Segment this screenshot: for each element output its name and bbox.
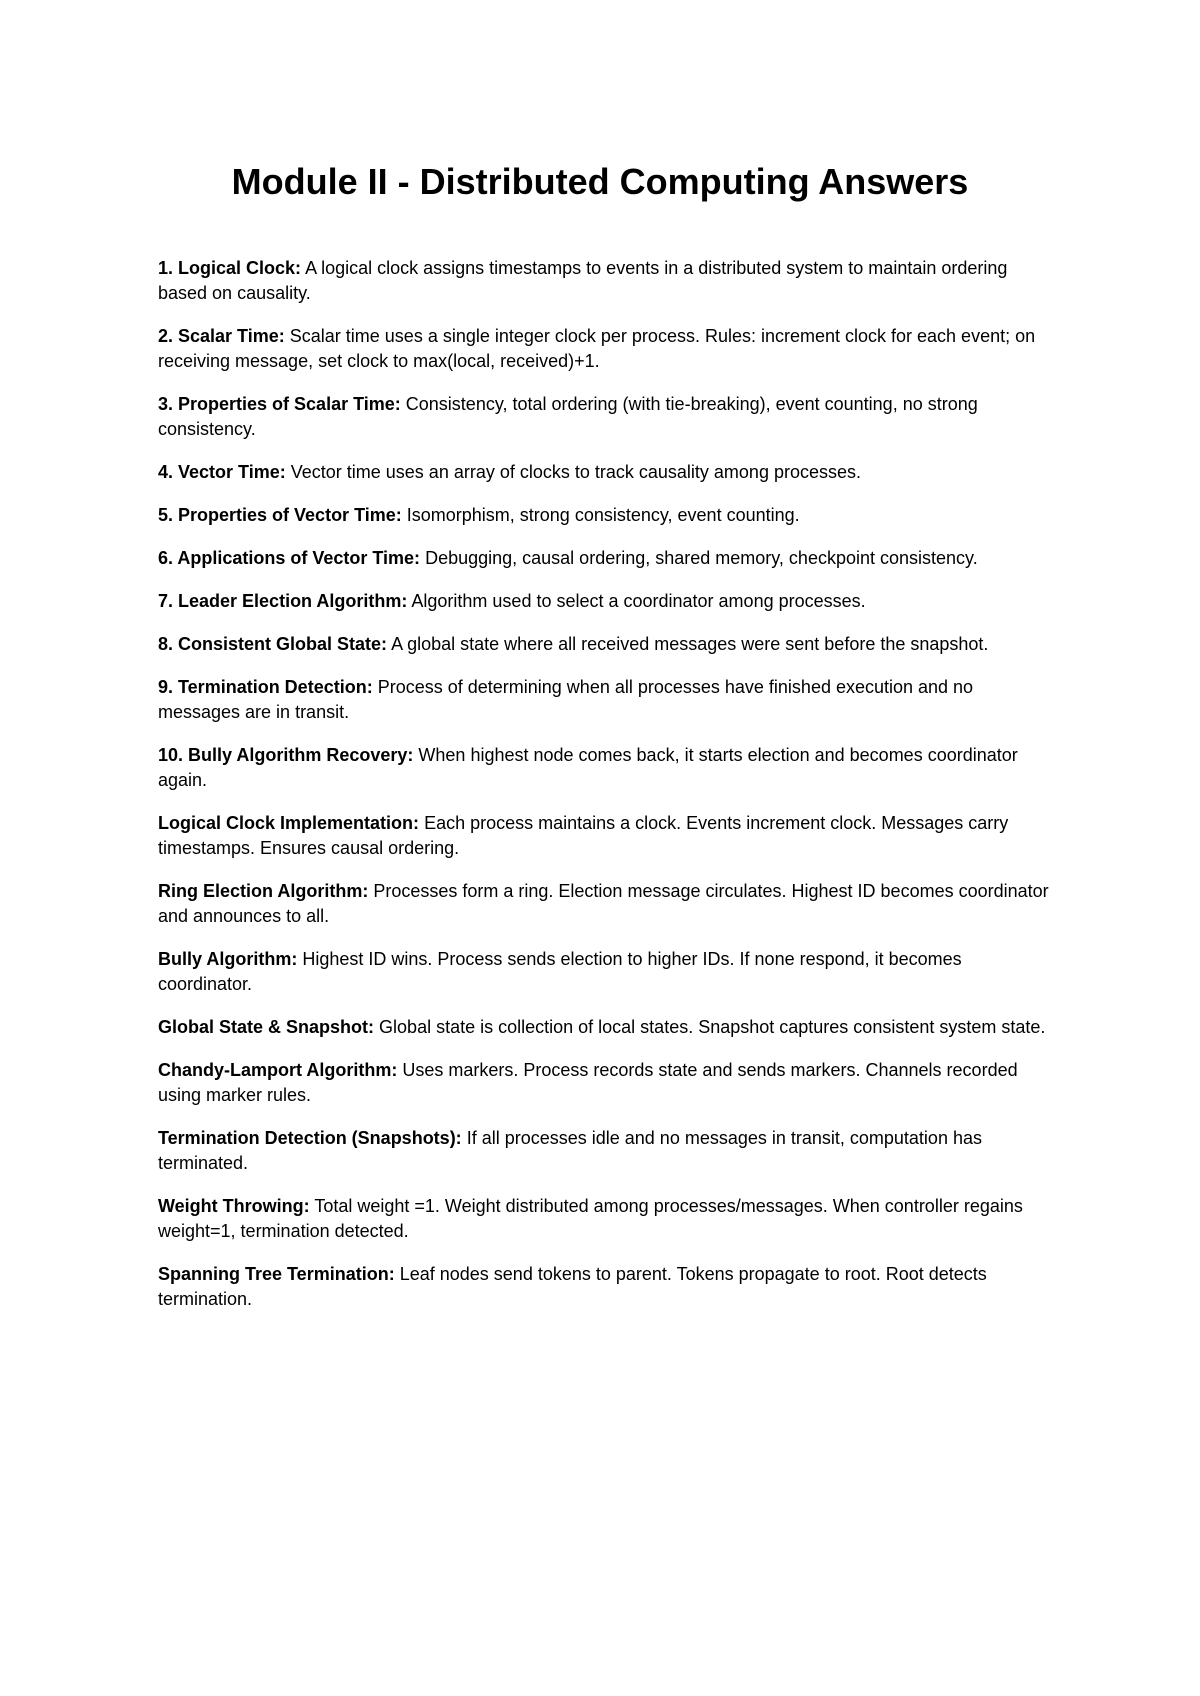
answer-text: Isomorphism, strong consistency, event counting. bbox=[406, 505, 800, 525]
answer-term: 5. Properties of Vector Time: bbox=[158, 505, 402, 525]
answer-item-7 bbox=[158, 589, 1058, 614]
answer-term: 8. Consistent Global State: bbox=[158, 634, 388, 654]
answer-term: 3. Properties of Scalar Time: bbox=[158, 394, 401, 414]
answer-term: 1. Logical Clock: bbox=[158, 258, 302, 278]
topic-global-state-snapshot bbox=[158, 1015, 1058, 1040]
topic-termination-detection-snapshots bbox=[158, 1126, 1058, 1176]
topic-bully-algorithm bbox=[158, 947, 1058, 997]
answer-term: 10. Bully Algorithm Recovery: bbox=[158, 745, 414, 765]
topic-text: Each process maintains a clock. Events increment clock. Messages carry timestamps. Ensures causal ordering. bbox=[158, 813, 1009, 858]
answer-text: Debugging, causal ordering, shared memory, checkpoint consistency. bbox=[425, 548, 978, 568]
topic-term: Logical Clock Implementation: bbox=[158, 813, 420, 833]
topic-text: Highest ID wins. Process sends election to higher IDs. If none respond, it becomes coordinator. bbox=[158, 949, 962, 994]
answer-item-3 bbox=[158, 392, 1058, 442]
topic-term: Global State & Snapshot: bbox=[158, 1017, 375, 1037]
answer-text: Process of determining when all processes have finished execution and no messages are in transit. bbox=[158, 677, 974, 722]
answer-item-2 bbox=[158, 324, 1058, 374]
topic-text: Total weight =1. Weight distributed among processes/messages. When controller regains weight=1, termination detected. bbox=[158, 1196, 1023, 1241]
answer-item-9 bbox=[158, 675, 1058, 725]
answer-item-4 bbox=[158, 460, 1058, 485]
topic-text: Global state is collection of local states. Snapshot captures consistent system state. bbox=[379, 1017, 1046, 1037]
answer-text: Scalar time uses a single integer clock per process. Rules: increment clock for each event; on receiving message, set clock to max(local, received)+1. bbox=[158, 326, 1036, 371]
topic-text: Processes form a ring. Election message circulates. Highest ID becomes coordinator and announces to all. bbox=[158, 881, 1049, 926]
answer-item-6 bbox=[158, 546, 1058, 571]
topic-logical-clock-implementation bbox=[158, 811, 1058, 861]
answer-term: 7. Leader Election Algorithm: bbox=[158, 591, 408, 611]
topic-weight-throwing bbox=[158, 1194, 1058, 1244]
answer-text: A logical clock assigns timestamps to events in a distributed system to maintain ordering based on causality. bbox=[158, 258, 1008, 303]
answer-term: 9. Termination Detection: bbox=[158, 677, 373, 697]
answer-text: Algorithm used to select a coordinator among processes. bbox=[411, 591, 866, 611]
topic-text: Uses markers. Process records state and sends markers. Channels recorded using marker rules. bbox=[158, 1060, 1018, 1105]
topic-ring-election-algorithm bbox=[158, 879, 1058, 929]
answer-item-8 bbox=[158, 632, 1058, 657]
answer-item-10 bbox=[158, 743, 1058, 793]
topic-term: Chandy-Lamport Algorithm: bbox=[158, 1060, 398, 1080]
answer-list bbox=[158, 256, 1058, 1330]
answer-term: 2. Scalar Time: bbox=[158, 326, 285, 346]
topic-spanning-tree-termination bbox=[158, 1262, 1058, 1312]
page-title: Module II - Distributed Computing Answers bbox=[231, 161, 969, 202]
topic-term: Weight Throwing: bbox=[158, 1196, 310, 1216]
answer-item-1 bbox=[158, 256, 1058, 306]
topic-chandy-lamport-algorithm bbox=[158, 1058, 1058, 1108]
topic-text: Leaf nodes send tokens to parent. Tokens propagate to root. Root detects termination. bbox=[158, 1264, 987, 1309]
answer-text: Consistency, total ordering (with tie-breaking), event counting, no strong consistency. bbox=[158, 394, 978, 439]
topic-term: Spanning Tree Termination: bbox=[158, 1264, 395, 1284]
answer-term: 6. Applications of Vector Time: bbox=[158, 548, 421, 568]
answer-item-5 bbox=[158, 503, 1058, 528]
answer-text: When highest node comes back, it starts election and becomes coordinator again. bbox=[158, 745, 1018, 790]
answer-text: Vector time uses an array of clocks to track causality among processes. bbox=[290, 462, 861, 482]
answer-term: 4. Vector Time: bbox=[158, 462, 286, 482]
answer-text: A global state where all received messages were sent before the snapshot. bbox=[391, 634, 989, 654]
topic-term: Termination Detection (Snapshots): bbox=[158, 1128, 462, 1148]
topic-term: Ring Election Algorithm: bbox=[158, 881, 369, 901]
topic-text: If all processes idle and no messages in transit, computation has terminated. bbox=[158, 1128, 982, 1173]
topic-term: Bully Algorithm: bbox=[158, 949, 298, 969]
